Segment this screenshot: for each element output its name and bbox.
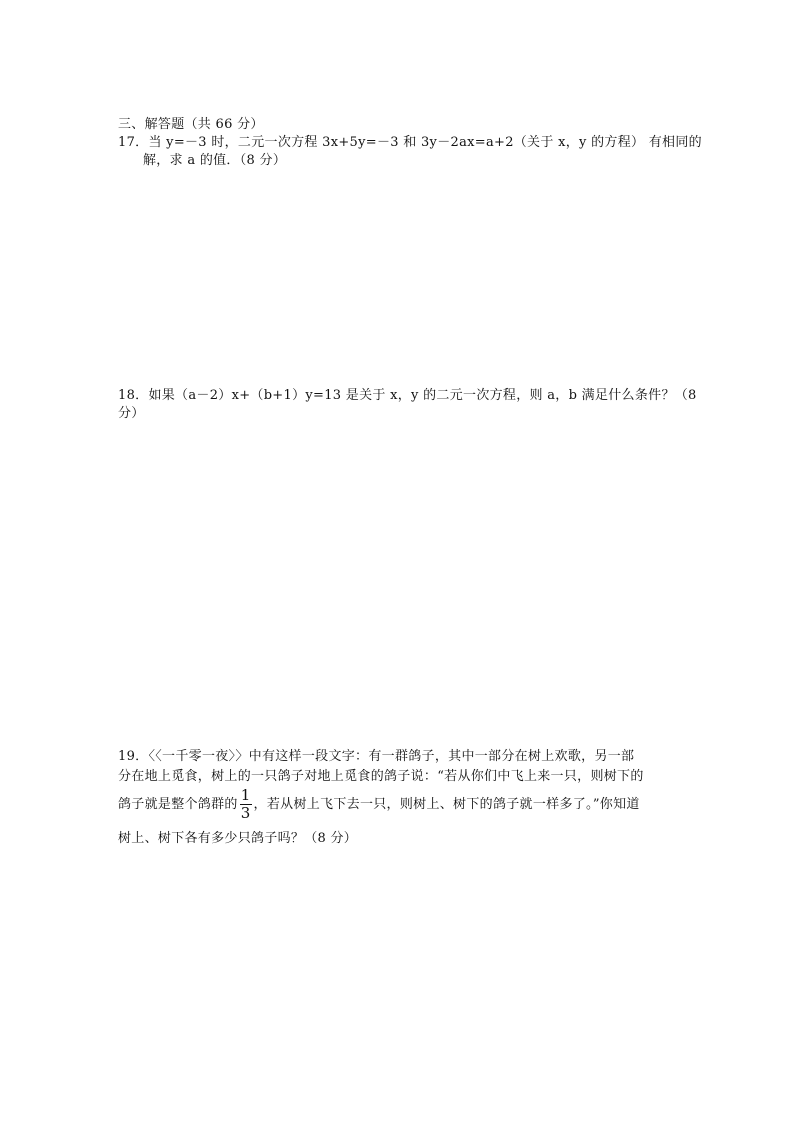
- fraction-one-third: [240, 788, 252, 821]
- question-19-line-4: 树上、树下各有多少只鸽子吗？（8 分）: [118, 831, 358, 846]
- question-19-line-1: 19．〈〈一千零一夜〉〉中有这样一段文字：有一群鸽子，其中一部分在树上欢歌，另一部: [118, 749, 635, 764]
- question-19-line-3-after: ，若从树上飞下去一只，则树上、树下的鸽子就一样多了。”你知道: [253, 797, 640, 812]
- fraction-denominator: 3: [240, 804, 251, 822]
- question-19-line-3: [118, 788, 640, 822]
- question-18-line-2: 分）: [118, 406, 145, 421]
- section-heading: 三、解答题（共 66 分）: [118, 117, 264, 132]
- question-19-line-2: 分在地上觅食，树上的一只鸽子对地上觅食的鸽子说：“若从你们中飞上来一只，则树下的: [118, 769, 644, 784]
- fraction-numerator: 1: [240, 786, 251, 804]
- question-17-line-2: 解，求 a 的值．（8 分）: [143, 153, 287, 168]
- question-18-line-1: 18．如果（a－2）x+（b+1）y=13 是关于 x，y 的二元一次方程，则 a，b 满足什么条件？（8: [118, 388, 697, 403]
- question-17-line-1: 17．当 y=－3 时，二元一次方程 3x+5y=－3 和 3y－2ax=a+2（关于 x，y 的方程） 有相同的: [118, 135, 702, 150]
- question-19-line-3-before: 鸽子就是整个鸽群的: [118, 797, 238, 812]
